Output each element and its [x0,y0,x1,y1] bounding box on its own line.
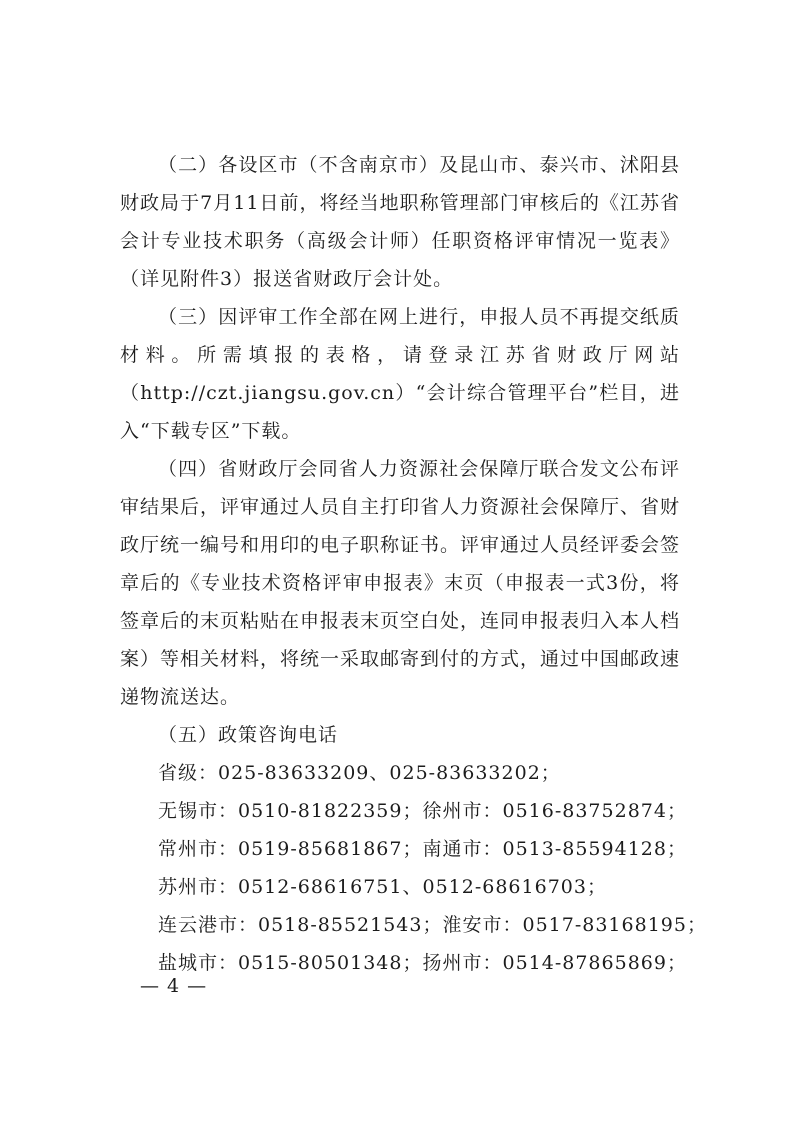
page-number: — 4 — [140,975,208,997]
contact-line-provincial: 省级：025-83633209、025-83633202； [158,762,561,784]
paragraph-submission-deadline: （二）各设区市（不含南京市）及昆山市、泰兴市、沭阳县财政局于7月11日前，将经当地职称管理部门审核后的《江苏省会计专业技术职务（高级会计师）任职资格评审情况一览表》（详见附件3）报送省财政厅会计处。 [120,154,680,290]
document-body [120,146,707,982]
consultation-phone-list [120,754,707,982]
paragraph-online-materials: （三）因评审工作全部在网上进行，申报人员不再提交纸质材料。所需填报的表格，请登录江苏省财政厅网站（http://czt.jiangsu.gov.cn）“会计综合管理平台”栏目，进入“下载专区”下载。 [120,306,680,442]
contact-line-wuxi-xuzhou: 无锡市：0510-81822359；徐州市：0516-83752874； [158,800,687,822]
contact-line-suzhou: 苏州市：0512-68616751、0512-68616703； [158,876,607,898]
contact-line-yancheng-yangzhou: 盐城市：0515-80501348；扬州市：0514-87865869； [158,952,687,974]
contact-line-changzhou-nantong: 常州市：0519-85681867；南通市：0513-85594128； [158,838,687,860]
paragraph-consultation-heading: （五）政策咨询电话 [158,724,339,746]
contact-line-lianyungang-huaian: 连云港市：0518-85521543；淮安市：0517-83168195； [158,914,707,936]
paragraph-certificate-results: （四）省财政厅会同省人力资源社会保障厅联合发文公布评审结果后，评审通过人员自主打印省人力资源社会保障厅、省财政厅统一编号和用印的电子职称证书。评审通过人员经评委会签章后的《专业技术资格评审申报表》末页（申报表一式3份，将签章后的末页粘贴在申报表末页空白处，连同申报表归入本人档案）等相关材料，将统一采取邮寄到付的方式，通过中国邮政速递物流送达。 [120,458,681,708]
